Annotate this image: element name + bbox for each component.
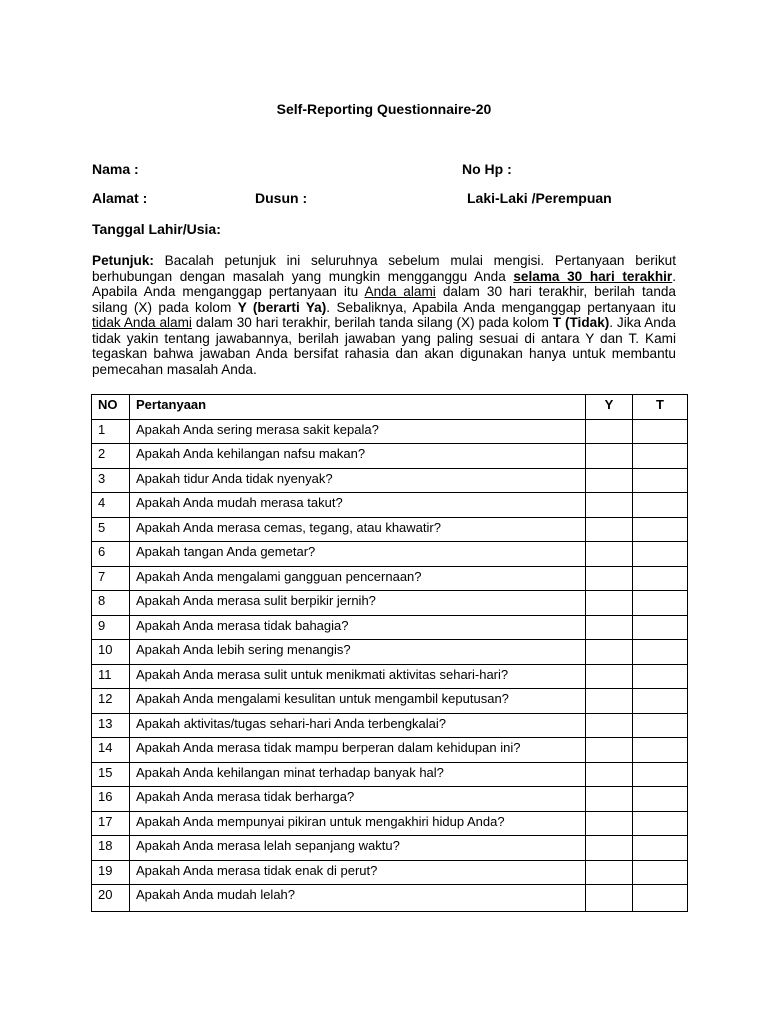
- answer-no-cell[interactable]: [633, 885, 688, 912]
- answer-no-cell[interactable]: [633, 517, 688, 542]
- instructions-emphasis: Anda alami: [364, 284, 436, 299]
- row-number: 7: [92, 566, 130, 591]
- table-row: [92, 713, 688, 738]
- row-question: Apakah Anda mempunyai pikiran untuk mengakhiri hidup Anda?: [130, 811, 586, 836]
- row-number: 15: [92, 762, 130, 787]
- answer-no-cell[interactable]: [633, 566, 688, 591]
- answer-yes-cell[interactable]: [586, 836, 633, 861]
- row-question: Apakah Anda merasa sulit berpikir jernih?: [130, 591, 586, 616]
- dusun-label: Dusun :: [255, 190, 308, 206]
- instructions-text: Bacalah petunjuk ini seluruhnya sebelum mulai mengisi. Pertanyaan berikut berhubungan dengan masalah yang mungkin mengganggu Anda: [92, 253, 676, 284]
- table-row: [92, 517, 688, 542]
- instructions-emphasis: tidak Anda alami: [92, 315, 192, 330]
- answer-no-cell[interactable]: [633, 664, 688, 689]
- row-question: Apakah Anda mudah lelah?: [130, 885, 586, 912]
- alamat-label: Alamat :: [92, 190, 148, 206]
- answer-yes-cell[interactable]: [586, 468, 633, 493]
- answer-no-cell[interactable]: [633, 738, 688, 763]
- answer-yes-cell[interactable]: [586, 713, 633, 738]
- page-title: Self-Reporting Questionnaire-20: [276, 101, 492, 117]
- answer-no-cell[interactable]: [633, 689, 688, 714]
- instructions-emphasis: Y (berarti Ya): [237, 299, 327, 315]
- answer-no-cell[interactable]: [633, 811, 688, 836]
- questionnaire-table: [91, 394, 688, 912]
- row-number: 8: [92, 591, 130, 616]
- row-number: 14: [92, 738, 130, 763]
- answer-no-cell[interactable]: [633, 444, 688, 469]
- row-number: 10: [92, 640, 130, 665]
- table-row: [92, 419, 688, 444]
- answer-no-cell[interactable]: [633, 713, 688, 738]
- instructions-label: Petunjuk:: [92, 253, 154, 268]
- answer-yes-cell[interactable]: [586, 762, 633, 787]
- answer-yes-cell[interactable]: [586, 811, 633, 836]
- answer-yes-cell[interactable]: [586, 542, 633, 567]
- table-row: [92, 762, 688, 787]
- answer-yes-cell[interactable]: [586, 738, 633, 763]
- row-question: Apakah tidur Anda tidak nyenyak?: [130, 468, 586, 493]
- answer-no-cell[interactable]: [633, 615, 688, 640]
- answer-yes-cell[interactable]: [586, 885, 633, 912]
- table-row: [92, 591, 688, 616]
- answer-yes-cell[interactable]: [586, 493, 633, 518]
- answer-yes-cell[interactable]: [586, 566, 633, 591]
- instructions-emphasis: T (Tidak): [552, 315, 610, 330]
- row-question: Apakah Anda merasa lelah sepanjang waktu?: [130, 836, 586, 861]
- row-number: 12: [92, 689, 130, 714]
- row-number: 5: [92, 517, 130, 542]
- table-row: [92, 640, 688, 665]
- table-row: [92, 689, 688, 714]
- row-number: 4: [92, 493, 130, 518]
- no-hp-label: No Hp :: [462, 161, 512, 177]
- row-question: Apakah Anda merasa tidak berharga?: [130, 787, 586, 812]
- row-number: 11: [92, 664, 130, 689]
- header-question: Pertanyaan: [130, 395, 586, 420]
- answer-no-cell[interactable]: [633, 787, 688, 812]
- row-question: Apakah Anda merasa sulit untuk menikmati aktivitas sehari-hari?: [130, 664, 586, 689]
- row-number: 13: [92, 713, 130, 738]
- row-question: Apakah Anda mengalami gangguan pencernaan?: [130, 566, 586, 591]
- table-row: [92, 444, 688, 469]
- instructions-emphasis: selama 30 hari terakhir: [513, 268, 673, 284]
- row-number: 18: [92, 836, 130, 861]
- answer-yes-cell[interactable]: [586, 689, 633, 714]
- instructions-text: dalam 30 hari terakhir, berilah tanda silang (X) pada kolom: [191, 315, 553, 330]
- row-question: Apakah Anda mengalami kesulitan untuk mengambil keputusan?: [130, 689, 586, 714]
- row-number: 1: [92, 419, 130, 444]
- row-question: Apakah Anda merasa cemas, tegang, atau khawatir?: [130, 517, 586, 542]
- row-number: 9: [92, 615, 130, 640]
- row-number: 2: [92, 444, 130, 469]
- instructions-text: . Apabila Anda menganggap pertanyaan itu: [92, 268, 677, 299]
- answer-yes-cell[interactable]: [586, 860, 633, 885]
- answer-no-cell[interactable]: [633, 468, 688, 493]
- answer-yes-cell[interactable]: [586, 517, 633, 542]
- table-row: [92, 615, 688, 640]
- header-no-answer: T: [633, 395, 688, 420]
- answer-no-cell[interactable]: [633, 762, 688, 787]
- row-number: 3: [92, 468, 130, 493]
- instructions-text: . Jika Anda tidak yakin tentang jawabannya, berilah jawaban yang paling sesuai di antara Y dan T. Kami tegaskan bahwa jawaban Anda bersifat rahasia dan akan digunakan hanya untuk membantu pemecahan masalah Anda.: [92, 315, 676, 377]
- row-number: 6: [92, 542, 130, 567]
- answer-yes-cell[interactable]: [586, 615, 633, 640]
- row-number: 17: [92, 811, 130, 836]
- table-row: [92, 860, 688, 885]
- row-question: Apakah tangan Anda gemetar?: [130, 542, 586, 567]
- row-question: Apakah Anda merasa tidak bahagia?: [130, 615, 586, 640]
- row-question: Apakah Anda kehilangan minat terhadap banyak hal?: [130, 762, 586, 787]
- table-header-row: [92, 395, 688, 420]
- table-row: [92, 542, 688, 567]
- row-question: Apakah Anda sering merasa sakit kepala?: [130, 419, 586, 444]
- row-number: 20: [92, 885, 130, 912]
- answer-no-cell[interactable]: [633, 836, 688, 861]
- header-yes: Y: [586, 395, 633, 420]
- table-row: [92, 787, 688, 812]
- answer-yes-cell[interactable]: [586, 591, 633, 616]
- row-question: Apakah Anda lebih sering menangis?: [130, 640, 586, 665]
- answer-yes-cell[interactable]: [586, 419, 633, 444]
- answer-no-cell[interactable]: [633, 542, 688, 567]
- answer-yes-cell[interactable]: [586, 640, 633, 665]
- row-number: 16: [92, 787, 130, 812]
- table-row: [92, 664, 688, 689]
- answer-no-cell[interactable]: [633, 860, 688, 885]
- table-row: [92, 738, 688, 763]
- header-no: NO: [92, 395, 130, 420]
- answer-yes-cell[interactable]: [586, 787, 633, 812]
- row-number: 19: [92, 860, 130, 885]
- answer-no-cell[interactable]: [633, 640, 688, 665]
- gender-label: Laki-Laki /Perempuan: [467, 190, 612, 206]
- table-row: [92, 468, 688, 493]
- answer-no-cell[interactable]: [633, 493, 688, 518]
- table-row: [92, 885, 688, 912]
- answer-no-cell[interactable]: [633, 591, 688, 616]
- answer-yes-cell[interactable]: [586, 444, 633, 469]
- row-question: Apakah Anda mudah merasa takut?: [130, 493, 586, 518]
- instructions-text: dalam 30 hari terakhir, berilah tanda silang (X) pada kolom: [92, 284, 676, 315]
- row-question: Apakah aktivitas/tugas sehari-hari Anda terbengkalai?: [130, 713, 586, 738]
- nama-label: Nama :: [92, 161, 139, 177]
- row-question: Apakah Anda merasa tidak enak di perut?: [130, 860, 586, 885]
- instructions-paragraph: [92, 253, 676, 377]
- row-question: Apakah Anda kehilangan nafsu makan?: [130, 444, 586, 469]
- instructions-text: . Sebaliknya, Apabila Anda menganggap pertanyaan itu: [326, 299, 676, 315]
- table-row: [92, 566, 688, 591]
- table-row: [92, 493, 688, 518]
- row-question: Apakah Anda merasa tidak mampu berperan dalam kehidupan ini?: [130, 738, 586, 763]
- tanggal-lahir-label: Tanggal Lahir/Usia:: [92, 221, 221, 237]
- table-row: [92, 836, 688, 861]
- answer-no-cell[interactable]: [633, 419, 688, 444]
- table-row: [92, 811, 688, 836]
- answer-yes-cell[interactable]: [586, 664, 633, 689]
